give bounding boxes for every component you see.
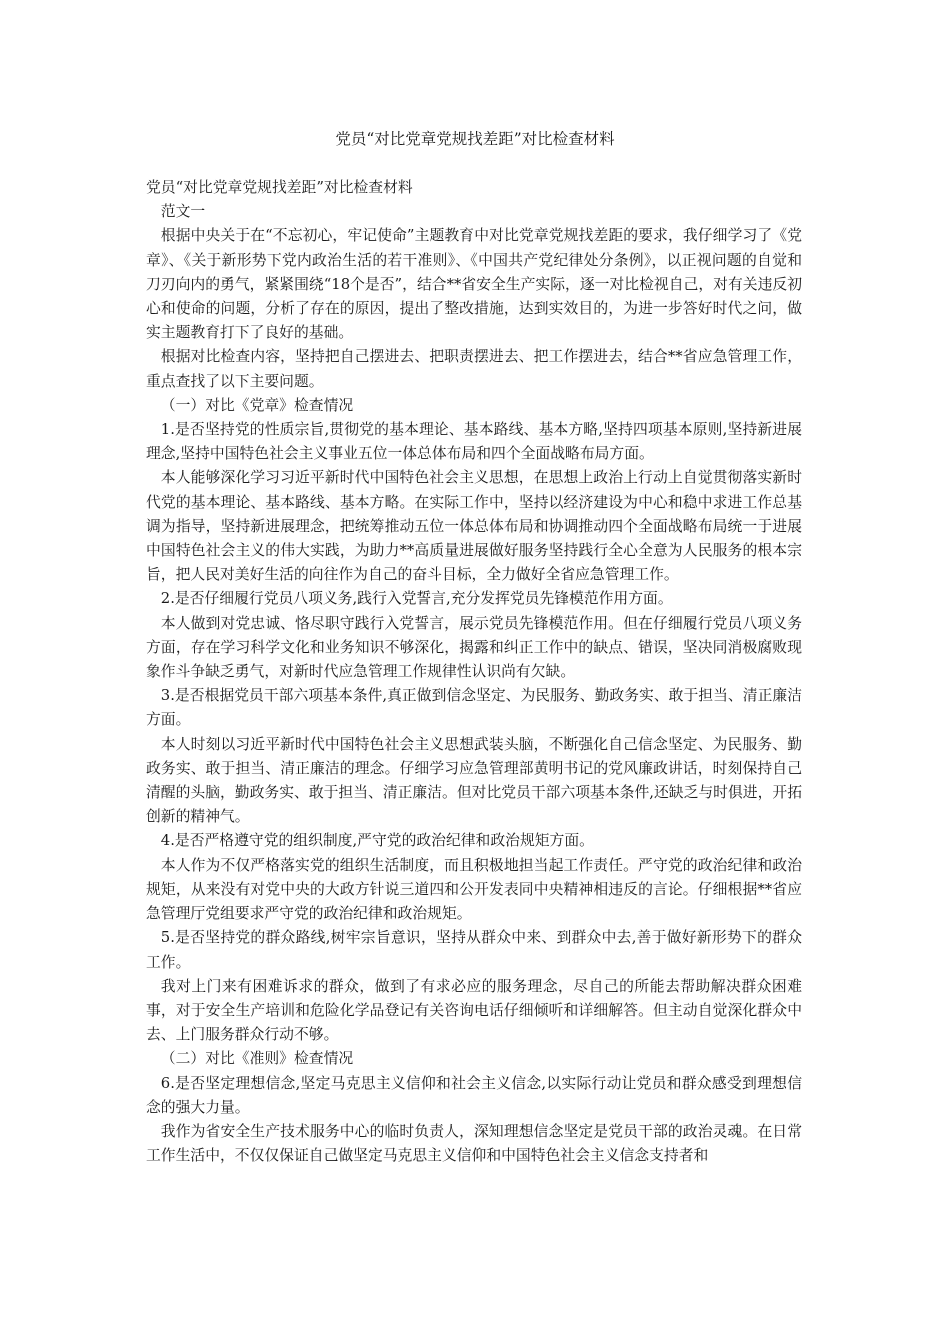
paragraph: 根据中央关于在“不忘初心，牢记使命”主题教育中对比党章党规找差距的要求，我仔细学习了《党章》、《关于新形势下党内政治生活的若干准则》、《中国共产党纪律处分条例》，以正视问题的自觉和刀刃向内的勇气，紧紧围绕“18个是否”，结合**省安全生产实际，逐一对比检视自己，对有关违反初心和使命的问题，分析了存在的原因，提出了整改措施，达到实效目的，为进一步答好时代之问，做实主题教育打下了良好的基础。 xyxy=(146,227,802,342)
paragraph: 本人作为不仅严格落实党的组织生活制度，而且积极地担当起工作责任。严守党的政治纪律和政治规矩，从来没有对党中央的大政方针说三道四和公开发表同中央精神相违反的言论。仔细根据**省应急管理厅党组要求严守党的政治纪律和政治规矩。 xyxy=(146,856,802,923)
paragraph: 范文一 xyxy=(160,203,206,221)
paragraph: 1.是否坚持党的性质宗旨,贯彻党的基本理论、基本路线、基本方略,坚持四项基本原则,坚持新进展理念,坚持中国特色社会主义事业五位一体总体布局和四个全面战略布局方面。 xyxy=(146,421,802,463)
paragraph: 5.是否坚持党的群众路线,树牢宗旨意识，坚持从群众中来、到群众中去,善于做好新形势下的群众工作。 xyxy=(146,929,802,971)
paragraph: 本人能够深化学习习近平新时代中国特色社会主义思想，在思想上政治上行动上自觉贯彻落实新时代党的基本理论、基本路线、基本方略。在实际工作中，坚持以经济建设为中心和稳中求进工作总基调为指导，坚持新进展理念，把统筹推动五位一体总体布局和协调推动四个全面战略布局统一于进展中国特色社会主义的伟大实践，为助力**高质量进展做好服务坚持践行全心全意为人民服务的根本宗旨，把人民对美好生活的向往作为自己的奋斗目标，全力做好全省应急管理工作。 xyxy=(146,469,802,584)
paragraph: 我作为省安全生产技术服务中心的临时负责人，深知理想信念坚定是党员干部的政治灵魂。在日常工作生活中，不仅仅保证自己做坚定马克思主义信仰和中国特色社会主义信念支持者和 xyxy=(146,1122,802,1165)
paragraph: 4.是否严格遵守党的组织制度,严守党的政治纪律和政治规矩方面。 xyxy=(160,832,594,850)
paragraph: 6.是否坚定理想信念,坚定马克思主义信仰和社会主义信念,以实际行动让党员和群众感受到理想信念的强大力量。 xyxy=(146,1074,802,1116)
paragraph: 党员“对比党章党规找差距”对比检查材料 xyxy=(146,179,413,196)
document-title: 党员“对比党章党规找差距”对比检查材料 xyxy=(335,130,615,148)
paragraph: 我对上门来有困难诉求的群众，做到了有求必应的服务理念，尽自己的所能去帮助解决群众困难事，对于安全生产培训和危险化学品登记有关咨询电话仔细倾听和详细解答。但主动自觉深化群众中去、上门服务群众行动不够。 xyxy=(146,977,802,1044)
section-heading: （一）对比《党章》检查情况 xyxy=(160,396,354,414)
paragraph: 本人时刻以习近平新时代中国特色社会主义思想武装头脑，不断强化自己信念坚定、为民服务、勤政务实、敢于担当、清正廉洁的理念。仔细学习应急管理部黄明书记的党风廉政讲话，时刻保持自己清醒的头脑，勤政务实、敢于担当、清正廉洁。但对比党员干部六项基本条件,还缺乏与时俱进，开拓创新的精神气。 xyxy=(146,735,802,826)
paragraph: 根据对比检查内容，坚持把自己摆进去、把职责摆进去、把工作摆进去，结合**省应急管理工作，重点查找了以下主要问题。 xyxy=(146,348,802,390)
document-body xyxy=(146,176,802,1168)
section-heading: （二）对比《准则》检查情况 xyxy=(160,1050,354,1068)
paragraph: 3.是否根据党员干部六项基本条件,真正做到信念坚定、为民服务、勤政务实、敢于担当、清正廉洁方面。 xyxy=(146,687,802,729)
paragraph: 2.是否仔细履行党员八项义务,践行入党誓言,充分发挥党员先锋模范作用方面。 xyxy=(160,590,673,608)
paragraph: 本人做到对党忠诚、恪尽职守践行入党誓言，展示党员先锋模范作用。但在仔细履行党员八项义务方面，存在学习科学文化和业务知识不够深化，揭露和纠正工作中的缺点、错误，坚决同消极腐败现象作斗争缺乏勇气，对新时代应急管理工作规律性认识尚有欠缺。 xyxy=(146,614,802,681)
